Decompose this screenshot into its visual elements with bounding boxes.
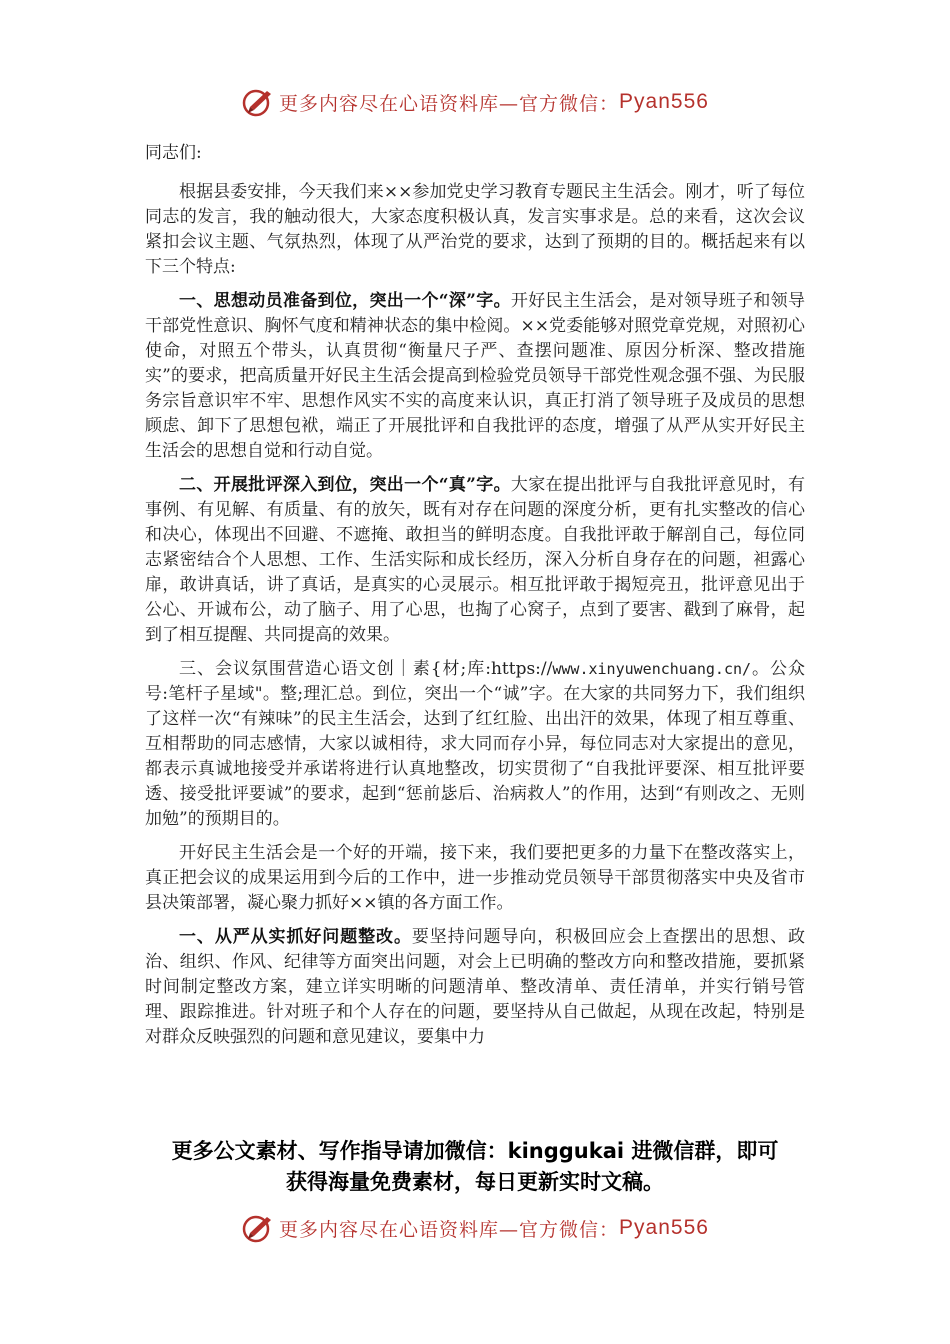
point-1-text: 开好民主生活会，是对领导班子和领导干部党性意识、胸怀气度和精神状态的集中检阅。××党委能够对照党章党规，对照初心使命，对照五个带头，认真贯彻“衡量尺子严、查摆问题准、原因分析深、整改措施实”的要求，把高质量开好民主生活会提高到检验党员领导干部党性观念强不强、为民服务宗旨意识牢不牢、思想作风实不实的高度来认识，真正打消了领导班子及成员的思想顾虑、卸下了思想包袱，端正了开展批评和自我批评的态度，增强了从严从实开好民主生活会的思想自觉和行动自觉。 (145, 291, 806, 461)
paragraph-requirement-1 (145, 925, 805, 1050)
requirement-1-text: 要坚持问题导向，积极回应会上查摆出的思想、政治、组织、作风、纪律等方面突出问题，对会上已明确的整改方向和整改措施，要抓紧时间制定整改方案，建立详实明晰的问题清单、整改清单、责任清单，并实行销号管理、跟踪推进。针对班子和个人存在的问题，要坚持从自己做起，从现在改起，特别是对群众反映强烈的问题和意见建议，要集中力 (145, 927, 806, 1047)
paragraph-point-2 (145, 473, 805, 648)
promo-line-1: 更多公文素材、写作指导请加微信：kinggukai 进微信群，即可 (171, 1139, 779, 1163)
paragraph-transition: 开好民主生活会是一个好的开端，接下来，我们要把更多的力量下在整改落实上，真正把会议的成果运用到今后的工作中，进一步推动党员领导干部贯彻落实中央及省市县决策部署，凝心聚力抓好××镇的各方面工作。 (145, 843, 805, 913)
point-3-text-b: 。公众号:笔杆子星域"。整;理汇总。到位，突出一个“诚”字。在大家的共同努力下，我们组织了这样一次“有辣味”的民主生活会，达到了红红脸、出出汗的效果，体现了相互尊重、互相帮助的同志感情，大家以诚相待，求大同而存小异，每位同志对大家提出的意见，都表示真诚地接受并承诺将进行认真地整改，切实贯彻了“自我批评要深、相互批评要透、接受批评要诚”的要求，起到“惩前毖后、治病救人”的作用，达到“有则改之、无则加勉”的预期目的。 (145, 659, 806, 829)
paragraph-point-1 (145, 289, 805, 464)
banner-wechat-id: Pyan556 (619, 1216, 709, 1239)
greeting: 同志们: (145, 143, 202, 163)
footer-watermark-banner (0, 1208, 950, 1248)
pen-logo-icon (241, 1211, 275, 1245)
point-3-url: www.xinyuwenchuang.cn/ (552, 660, 752, 678)
requirement-1-heading: 一、从严从实抓好问题整改。 (179, 927, 412, 947)
point-2-heading: 二、开展批评深入到位，突出一个“真”字。 (179, 475, 511, 495)
paragraph-point-3 (145, 657, 805, 832)
header-watermark-banner (0, 82, 950, 122)
promo-notice (140, 1136, 810, 1198)
banner-text: 更多内容尽在心语资料库—官方微信： (279, 1218, 620, 1241)
point-3-text-a: 三、会议氛围营造心语文创｜素{材;库:https:// (179, 659, 553, 679)
point-1-heading: 一、思想动员准备到位，突出一个“深”字。 (179, 291, 511, 311)
point-2-text: 大家在提出批评与自我批评意见时，有事例、有见解、有质量、有的放矢，既有对存在问题的深度分析，更有扎实整改的信心和决心，体现出不回避、不遮掩、敢担当的鲜明态度。自我批评敢于解剖自己，每位同志紧密结合个人思想、工作、生活实际和成长经历，深入分析自身存在的问题，袒露心扉，敢讲真话，讲了真话，是真实的心灵展示。相互批评敢于揭短亮丑，批评意见出于公心、开诚布公，动了脑子、用了心思，也掏了心窝子，点到了要害、戳到了麻骨，起到了相互提醒、共同提高的效果。 (145, 475, 806, 645)
document-body (145, 141, 805, 1059)
pen-logo-icon (241, 85, 275, 119)
banner-wechat-id: Pyan556 (619, 90, 709, 113)
paragraph-intro: 根据县委安排，今天我们来××参加党史学习教育专题民主生活会。刚才，听了每位同志的发言，我的触动很大，大家态度积极认真，发言实事求是。总的来看，这次会议紧扣会议主题、气氛热烈，体现了从严治党的要求，达到了预期的目的。概括起来有以下三个特点: (145, 182, 805, 277)
promo-line-2: 获得海量免费素材，每日更新实时文稿。 (286, 1170, 664, 1194)
banner-text: 更多内容尽在心语资料库—官方微信： (279, 92, 620, 115)
